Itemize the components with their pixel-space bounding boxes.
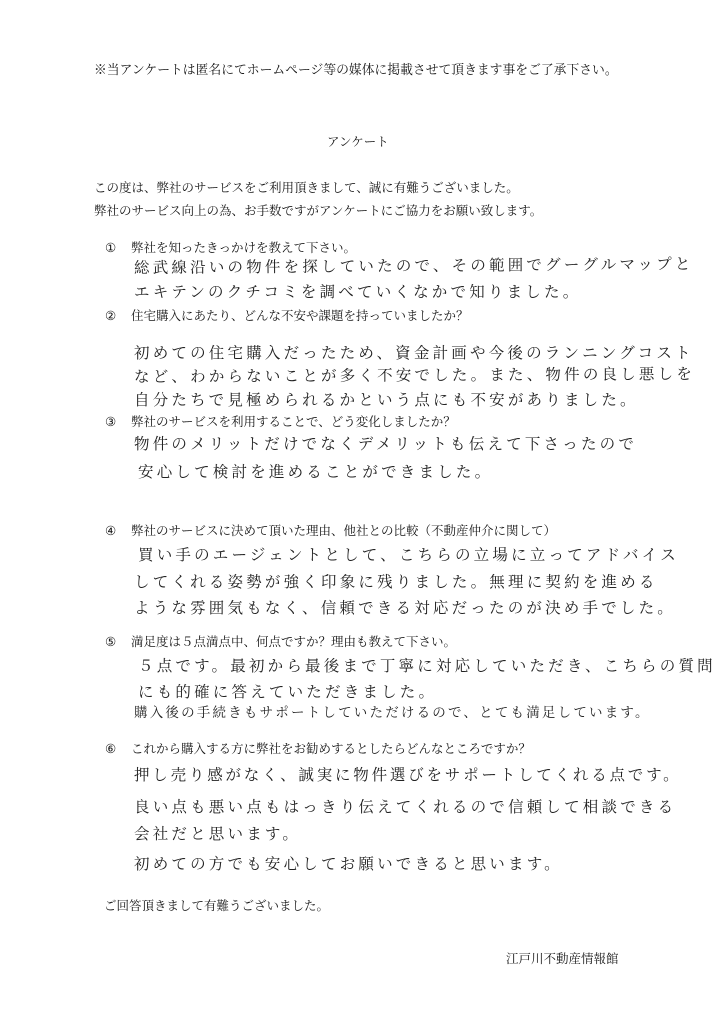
answer-6-line-2: 良い点も悪い点もはっきり伝えてくれるので信頼して相談できる [134,798,677,816]
question-5 [105,634,456,650]
question-4 [105,523,556,539]
answer-6-line-4: 初めての方でも安心してお願いできると思います。 [134,855,563,873]
question-number: ⑤ [105,634,117,649]
answer-3-line-2: 安心して検討を進めることができました。 [138,463,494,481]
answer-2-line-3: 自分たちで見極められるかという点にも不安がありました。 [134,391,639,409]
answer-6-line-3: 会社だと思います。 [134,825,302,843]
answer-5-line-2: にも的確に答えていただきました。 [138,683,438,701]
answer-4-line-1: 買い手のエージェントとして、こちらの立場に立ってアドバイス [138,546,679,564]
question-text: 満足度は５点満点中、何点ですか？理由も教えて下さい。 [131,634,457,649]
question-number: ① [105,240,117,255]
answer-3-line-1: 物件のメリットだけでなくデメリットも伝えて下さったので [134,435,638,453]
question-text: 住宅購入にあたり、どんな不安や課題を持っていましたか？ [131,308,469,323]
notice-text: ※当アンケートは匿名にてホームページ等の媒体に掲載させて頂きます事をご了承下さい。 [94,63,618,78]
answer-2-line-1: 初めての住宅購入だったため、資金計画や今後のランニングコスト [134,344,694,362]
question-text: 弊社のサービスに決めて頂いた理由、他社との比較（不動産仲介に関して） [131,523,557,538]
question-text: 弊社を知ったきっかけを教えて下さい。 [131,240,357,255]
answer-1-line-1: 総武線沿いの物件を探していたので、その範囲でグーグルマップと [133,255,694,277]
survey-title: アンケート [327,134,389,149]
question-number: ② [105,308,117,323]
question-number: ③ [105,414,117,429]
question-1 [105,240,356,256]
answer-1-line-2: エキテンのクチコミを調べていくなかで知りました。 [134,283,582,301]
question-number: ④ [105,523,117,538]
closing-text: ご回答頂きまして有難うございました。 [104,898,330,913]
intro-line-1: この度は、弊社のサービスをご利用頂きまして、誠に有難うございました。 [94,180,519,195]
answer-6-line-1: 押し売り感がなく、誠実に物件選びをサポートしてくれる点です。 [134,766,682,784]
answer-4-line-3: ような雰囲気もなく、信頼できる対応だったのが決め手でした。 [134,599,676,617]
company-name: 江戸川不動産情報館 [506,951,619,966]
answer-5-line-1: ５点です。最初から最後まで丁寧に対応していただき、こちらの質問 [138,657,716,675]
question-3 [105,414,456,430]
question-6 [105,741,531,757]
answer-4-line-2: してくれる姿勢が強く印象に残りました。無理に契約を進める [134,573,658,591]
answer-5-line-3: 購入後の手続きもサポートしていただけるので、とても満足しています。 [134,705,651,721]
question-2 [105,308,469,324]
question-text: これから購入する方に弊社をお勧めするとしたらどんなところですか？ [131,741,531,756]
intro-line-2: 弊社のサービス向上の為、お手数ですがアンケートにご協力をお願い致します。 [94,203,543,218]
question-number: ⑥ [105,741,117,756]
question-text: 弊社のサービスを利用することで、どう変化しましたか？ [131,414,456,429]
answer-2-line-2: など、わからないことが多く不安でした。また、物件の良し悪しを [133,365,696,386]
